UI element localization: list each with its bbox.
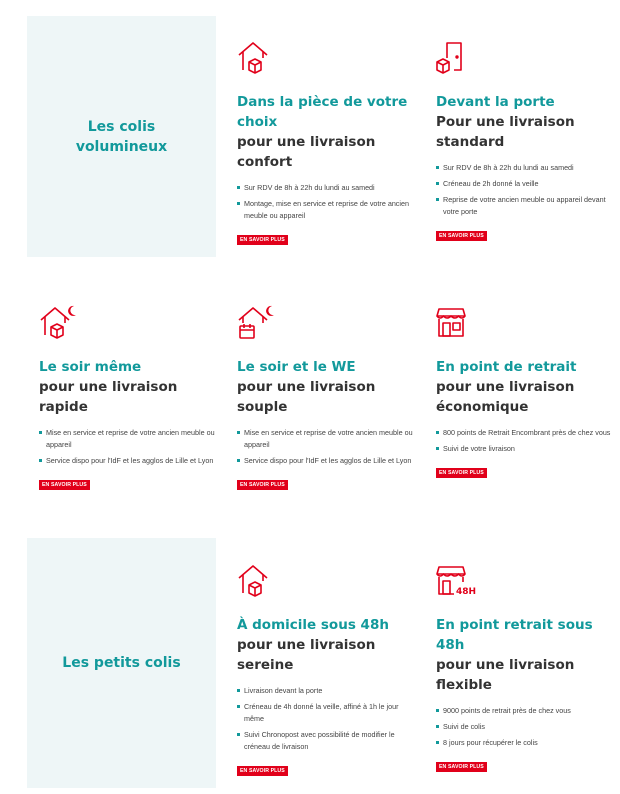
feature-item: 8 jours pour récupérer le colis xyxy=(436,737,616,749)
door-package-icon xyxy=(436,40,616,78)
feature-list xyxy=(436,705,616,749)
feature-item: Suivi de colis xyxy=(436,721,616,733)
store-icon xyxy=(436,305,616,343)
offer-card-piece xyxy=(237,40,417,246)
store-48h-icon xyxy=(436,563,616,601)
learn-more-button[interactable]: EN SAVOIR PLUS xyxy=(436,231,487,241)
offer-subtitle: Pour une livraison standard xyxy=(436,114,575,150)
offer-subtitle: pour une livraison souple xyxy=(237,379,376,415)
offer-title: À domicile sous 48h xyxy=(237,617,389,633)
feature-item: Service dispo pour l'IdF et les agglos de Lille et Lyon xyxy=(237,455,417,467)
feature-item: Créneau de 2h donné la veille xyxy=(436,178,616,190)
offer-title: En point de retrait xyxy=(436,359,577,375)
feature-list xyxy=(237,182,417,222)
icon-label: 48H xyxy=(456,587,476,597)
section-title: Les colis volumineux xyxy=(75,118,168,155)
house-package-icon xyxy=(237,40,417,78)
offer-card-soir-we xyxy=(237,305,417,491)
feature-item: Suivi Chronopost avec possibilité de modifier le créneau de livraison xyxy=(237,729,417,753)
feature-item: 800 points de Retrait Encombrant près de chez vous xyxy=(436,427,616,439)
section-title: Les petits colis xyxy=(62,655,181,671)
learn-more-button[interactable]: EN SAVOIR PLUS xyxy=(237,235,288,245)
offer-subtitle: pour une livraison rapide xyxy=(39,379,178,415)
learn-more-button[interactable]: EN SAVOIR PLUS xyxy=(39,480,90,490)
offer-subtitle: pour une livraison confort xyxy=(237,134,376,170)
offer-card-porte xyxy=(436,40,616,242)
feature-list xyxy=(39,427,219,467)
offer-card-soir-meme xyxy=(39,305,219,491)
feature-item: Sur RDV de 8h à 22h du lundi au samedi xyxy=(237,182,417,194)
offer-card-point-retrait-48h xyxy=(436,563,616,773)
offer-subtitle: pour une livraison sereine xyxy=(237,637,376,673)
section-card-petits xyxy=(27,538,216,788)
feature-item: Montage, mise en service et reprise de votre ancien meuble ou appareil xyxy=(237,198,417,222)
offer-subtitle: pour une livraison économique xyxy=(436,379,575,415)
feature-list xyxy=(436,427,616,455)
learn-more-button[interactable]: EN SAVOIR PLUS xyxy=(237,766,288,776)
offer-title: En point retrait sous 48h xyxy=(436,617,593,653)
section-card-volumineux xyxy=(27,16,216,257)
offer-title: Le soir même xyxy=(39,359,142,375)
offer-card-domicile-48h xyxy=(237,563,417,777)
feature-list xyxy=(436,162,616,218)
offer-subtitle: pour une livraison flexible xyxy=(436,657,575,693)
feature-item: Mise en service et reprise de votre ancien meuble ou appareil xyxy=(237,427,417,451)
feature-item: Livraison devant la porte xyxy=(237,685,417,697)
offer-title: Le soir et le WE xyxy=(237,359,356,375)
learn-more-button[interactable]: EN SAVOIR PLUS xyxy=(436,468,487,478)
feature-item: Sur RDV de 8h à 22h du lundi au samedi xyxy=(436,162,616,174)
offer-card-point-retrait xyxy=(436,305,616,479)
house-package-moon-icon xyxy=(39,305,219,343)
offer-title: Devant la porte xyxy=(436,94,555,110)
feature-list xyxy=(237,427,417,467)
feature-item: Créneau de 4h donné la veille, affiné à 1h le jour même xyxy=(237,701,417,725)
house-package-icon xyxy=(237,563,417,601)
feature-item: Mise en service et reprise de votre ancien meuble ou appareil xyxy=(39,427,219,451)
feature-list xyxy=(237,685,417,753)
feature-item: 9000 points de retrait près de chez vous xyxy=(436,705,616,717)
learn-more-button[interactable]: EN SAVOIR PLUS xyxy=(237,480,288,490)
feature-item: Service dispo pour l'IdF et les agglos de Lille et Lyon xyxy=(39,455,219,467)
offer-title: Dans la pièce de votre choix xyxy=(237,94,408,130)
learn-more-button[interactable]: EN SAVOIR PLUS xyxy=(436,762,487,772)
feature-item: Reprise de votre ancien meuble ou appareil devant votre porte xyxy=(436,194,616,218)
house-calendar-moon-icon xyxy=(237,305,417,343)
feature-item: Suivi de votre livraison xyxy=(436,443,616,455)
